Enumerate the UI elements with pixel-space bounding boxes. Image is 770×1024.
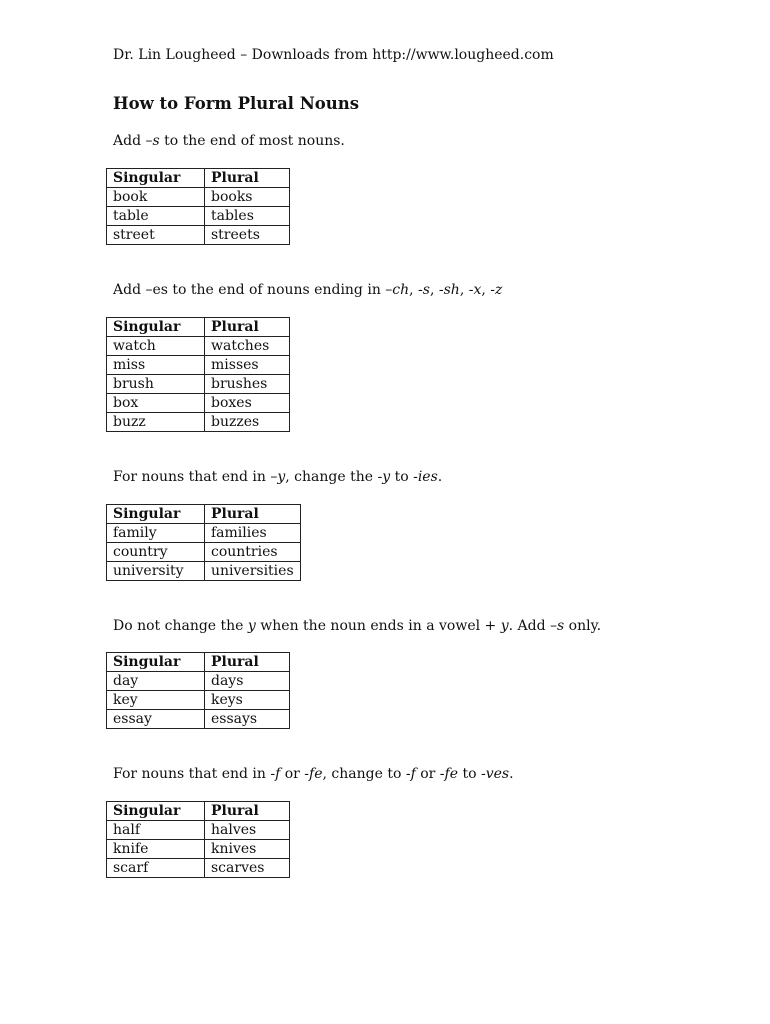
plural-cell: countries <box>205 543 301 562</box>
instruction-segment: y <box>247 618 256 634</box>
table-header-row <box>107 169 290 188</box>
singular-cell: day <box>107 672 205 691</box>
table-row <box>107 337 290 356</box>
table-header-row <box>107 505 301 524</box>
plural-cell: universities <box>205 562 301 581</box>
plural-table <box>106 504 301 581</box>
plural-cell: tables <box>205 207 290 226</box>
instruction-segment: sh <box>443 282 460 298</box>
page-title: How to Form Plural Nouns <box>113 94 360 113</box>
instruction-segment: , - <box>481 282 496 298</box>
singular-cell: table <box>107 207 205 226</box>
table-row <box>107 413 290 432</box>
instruction-segment: to - <box>458 766 486 782</box>
header-singular: Singular <box>107 505 205 524</box>
plural-cell: books <box>205 188 290 207</box>
table-row <box>107 226 290 245</box>
plural-cell: keys <box>205 691 290 710</box>
header-plural: Plural <box>205 169 290 188</box>
instruction-segment: For nouns that end in - <box>113 766 276 782</box>
instruction-segment: ves <box>485 766 510 782</box>
instruction-segment: For nouns that end in – <box>113 469 278 485</box>
instruction-segment: ch <box>392 282 410 298</box>
header-plural: Plural <box>205 802 290 821</box>
plural-table <box>106 168 290 245</box>
instruction-segment: y <box>382 469 391 485</box>
instruction-segment: or - <box>415 766 445 782</box>
singular-cell: family <box>107 524 205 543</box>
instruction-segment: Add – <box>113 133 153 149</box>
instruction-segment: , change the - <box>285 469 383 485</box>
instruction-segment: . Add – <box>508 618 558 634</box>
instruction-segment: or - <box>280 766 310 782</box>
table-row <box>107 840 290 859</box>
instruction-segment: Add –es to the end of nouns ending in – <box>113 282 393 298</box>
header-plural: Plural <box>205 318 290 337</box>
table-row <box>107 188 290 207</box>
instruction-segment: . <box>437 469 443 485</box>
plural-cell: brushes <box>205 375 290 394</box>
instruction-segment: z <box>495 282 503 298</box>
singular-cell: scarf <box>107 859 205 878</box>
plural-cell: streets <box>205 226 290 245</box>
instruction-segment: to - <box>390 469 418 485</box>
table-row <box>107 562 301 581</box>
singular-cell: miss <box>107 356 205 375</box>
plural-table <box>106 801 290 878</box>
singular-cell: key <box>107 691 205 710</box>
instruction-segment: , change to - <box>322 766 411 782</box>
instruction-segment: fe <box>444 766 458 782</box>
plural-cell: halves <box>205 821 290 840</box>
instruction-segment: ies <box>417 469 438 485</box>
singular-cell: buzz <box>107 413 205 432</box>
instruction-text <box>113 132 345 150</box>
plural-cell: scarves <box>205 859 290 878</box>
singular-cell: brush <box>107 375 205 394</box>
singular-cell: watch <box>107 337 205 356</box>
table-row <box>107 375 290 394</box>
singular-cell: knife <box>107 840 205 859</box>
plural-table <box>106 317 290 432</box>
table-row <box>107 524 301 543</box>
author-header: Dr. Lin Lougheed – Downloads from http://www.lougheed.com <box>113 47 554 63</box>
table-row <box>107 356 290 375</box>
instruction-segment: x <box>473 282 482 298</box>
instruction-segment: s <box>557 618 565 634</box>
instruction-segment: f <box>410 766 416 782</box>
instruction-segment: y <box>277 469 286 485</box>
instruction-segment: to the end of most nouns. <box>159 133 345 149</box>
instruction-text <box>113 765 514 783</box>
instruction-segment: Do not change the <box>113 618 248 634</box>
singular-cell: book <box>107 188 205 207</box>
singular-cell: essay <box>107 710 205 729</box>
instruction-segment: when the noun ends in a vowel + <box>255 618 501 634</box>
plural-cell: families <box>205 524 301 543</box>
table-header-row <box>107 802 290 821</box>
instruction-segment: , - <box>429 282 444 298</box>
instruction-segment: . <box>509 766 514 782</box>
plural-cell: knives <box>205 840 290 859</box>
plural-cell: buzzes <box>205 413 290 432</box>
instruction-text <box>113 281 502 299</box>
header-singular: Singular <box>107 169 205 188</box>
table-row <box>107 821 290 840</box>
table-row <box>107 394 290 413</box>
table-row <box>107 859 290 878</box>
instruction-segment: , - <box>459 282 474 298</box>
header-singular: Singular <box>107 653 205 672</box>
singular-cell: box <box>107 394 205 413</box>
header-plural: Plural <box>205 653 290 672</box>
instruction-text <box>113 617 601 635</box>
header-plural: Plural <box>205 505 301 524</box>
table-header-row <box>107 653 290 672</box>
plural-cell: misses <box>205 356 290 375</box>
plural-table <box>106 652 290 729</box>
table-row <box>107 207 290 226</box>
plural-cell: days <box>205 672 290 691</box>
singular-cell: half <box>107 821 205 840</box>
plural-cell: watches <box>205 337 290 356</box>
table-row <box>107 710 290 729</box>
table-row <box>107 691 290 710</box>
instruction-segment: f <box>275 766 281 782</box>
singular-cell: street <box>107 226 205 245</box>
header-singular: Singular <box>107 318 205 337</box>
instruction-segment: s <box>152 133 160 149</box>
table-header-row <box>107 318 290 337</box>
instruction-segment: fe <box>309 766 323 782</box>
plural-cell: boxes <box>205 394 290 413</box>
header-singular: Singular <box>107 802 205 821</box>
instruction-text <box>113 468 442 486</box>
instruction-segment: only. <box>564 618 602 634</box>
table-row <box>107 543 301 562</box>
plural-cell: essays <box>205 710 290 729</box>
singular-cell: country <box>107 543 205 562</box>
singular-cell: university <box>107 562 205 581</box>
instruction-segment: s <box>422 282 430 298</box>
table-row <box>107 672 290 691</box>
instruction-segment: , - <box>409 282 423 298</box>
instruction-segment: y <box>500 618 509 634</box>
